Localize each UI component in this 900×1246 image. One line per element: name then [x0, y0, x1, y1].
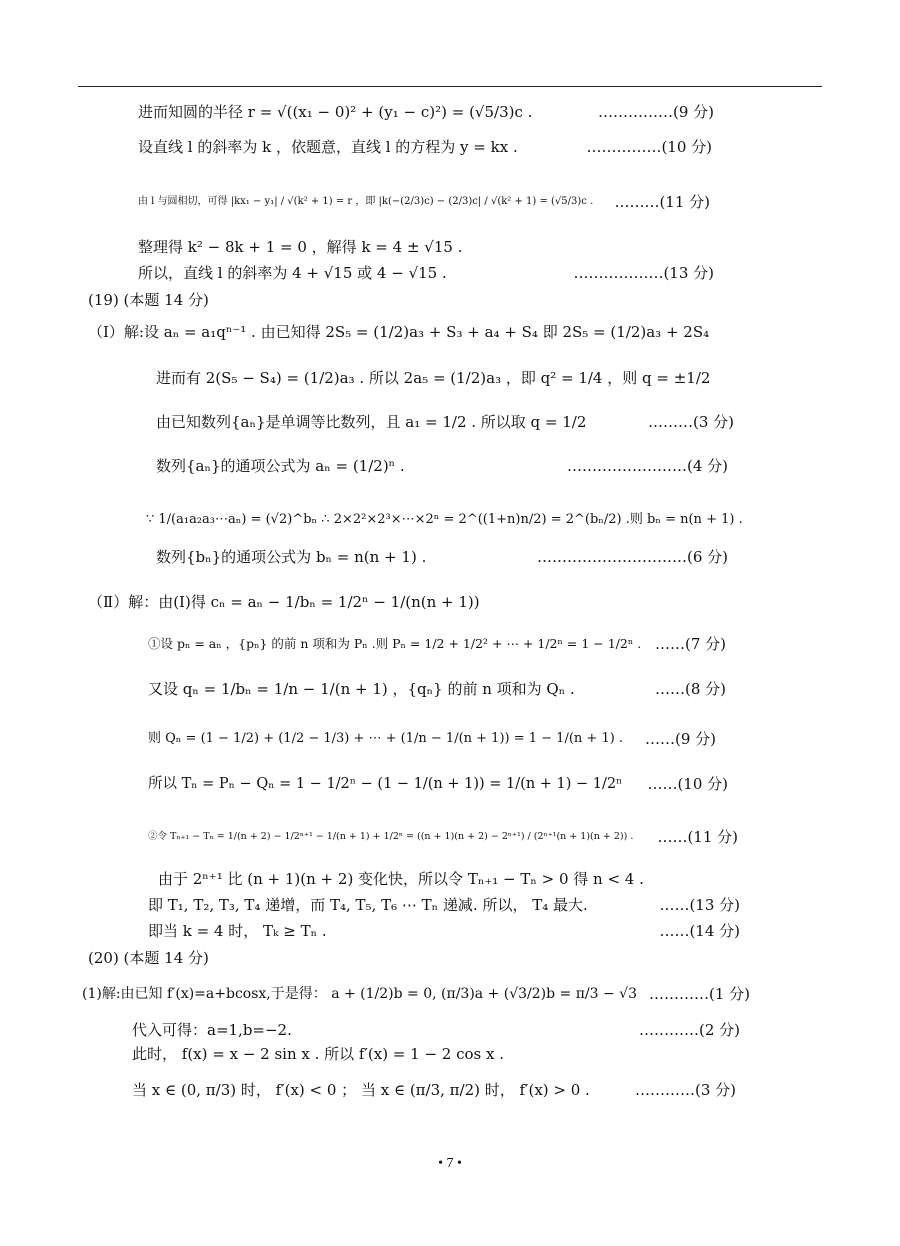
- score-marker: …………(2 分): [638, 1021, 740, 1039]
- score-marker: …………………………(6 分): [536, 548, 728, 566]
- line-text: 整理得 k² − 8k + 1 = 0 ，解得 k = 4 ± √15 .: [138, 238, 463, 256]
- line-text: ①设 pₙ = aₙ ，{pₙ} 的前 n 项和为 Pₙ .则 Pₙ = 1/2 + 1/2² + ⋯ + 1/2ⁿ = 1 − 1/2ⁿ .: [148, 636, 642, 651]
- line-text: （Ⅰ）解:设 aₙ = a₁qⁿ⁻¹ . 由已知得 2S₅ = (1/2)a₃ + S₃ + a₄ + S₄ 即 2S₅ = (1/2)a₃ + 2S₄: [88, 323, 710, 341]
- score-marker: ……(7 分): [654, 635, 726, 653]
- line-text: 由 l 与圆相切，可得 |kx₁ − y₁| / √(k² + 1) = r ，即 |k(−(2/3)c) − (2/3)c| / √(k² + 1) = (√5/3)c .: [138, 196, 594, 207]
- score-marker: ……(13 分): [659, 896, 740, 914]
- line-text: 则 Qₙ = (1 − 1/2) + (1/2 − 1/3) + ⋯ + (1/n − 1/(n + 1)) = 1 − 1/(n + 1) .: [148, 731, 624, 746]
- score-marker: ……………(10 分): [586, 138, 712, 156]
- line-text: ∵ 1/(a₁a₂a₃⋯aₙ) = (√2)^bₙ ∴ 2×2²×2³×⋯×2ⁿ = 2^((1+n)n/2) = 2^(bₙ/2) .则 bₙ = n(n + 1) .: [146, 512, 743, 527]
- score-marker: ………(3 分): [647, 413, 734, 431]
- line-text: 所以 Tₙ = Pₙ − Qₙ = 1 − 1/2ⁿ − (1 − 1/(n + 1)) = 1/(n + 1) − 1/2ⁿ: [148, 776, 623, 792]
- score-marker: ……(8 分): [654, 680, 726, 698]
- score-marker: ………………(13 分): [573, 264, 714, 282]
- line-text: 数列{aₙ}的通项公式为 aₙ = (1/2)ⁿ .: [156, 457, 405, 475]
- score-marker: ……(14 分): [659, 922, 740, 940]
- problem-heading: (19) (本题 14 分): [88, 291, 209, 309]
- score-marker: ……………………(4 分): [566, 457, 728, 475]
- line-text: 由于 2ⁿ⁺¹ 比 (n + 1)(n + 2) 变化快，所以令 Tₙ₊₁ − Tₙ > 0 得 n < 4 .: [158, 870, 644, 888]
- line-text: (1)解:由已知 f′(x)=a+bcosx,于是得： a + (1/2)b = 0, (π/3)a + (√3/2)b = π/3 − √3: [82, 986, 638, 1002]
- line-text: 即当 k = 4 时， Tₖ ≥ Tₙ .: [148, 922, 327, 940]
- line-text: 此时， f(x) = x − 2 sin x . 所以 f′(x) = 1 − 2 cos x .: [132, 1045, 504, 1063]
- page-number: • 7 •: [438, 1156, 462, 1171]
- line-text: 代入可得：a=1,b=−2.: [132, 1021, 292, 1039]
- line-text: 所以，直线 l 的斜率为 4 + √15 或 4 − √15 .: [138, 264, 447, 282]
- line-text: ②令 Tₙ₊₁ − Tₙ = 1/(n + 2) − 1/2ⁿ⁺¹ − 1/(n + 1) + 1/2ⁿ = ((n + 1)(n + 2) − 2ⁿ⁺¹) / (2ⁿ⁺¹(n + 1)(n + 2)) .: [148, 831, 634, 842]
- line-text: 当 x ∈ (0, π/3) 时， f′(x) < 0 ； 当 x ∈ (π/3, π/2) 时， f′(x) > 0 .: [132, 1081, 590, 1099]
- score-marker: ……(10 分): [647, 775, 728, 793]
- problem-heading: (20) (本题 14 分): [88, 949, 209, 967]
- line-text: 设直线 l 的斜率为 k ，依题意，直线 l 的方程为 y = kx .: [138, 138, 518, 156]
- line-text: 又设 qₙ = 1/bₙ = 1/n − 1/(n + 1) ，{qₙ} 的前 n 项和为 Qₙ .: [148, 680, 575, 698]
- line-text: 即 T₁, T₂, T₃, T₄ 递增，而 T₄, T₅, T₆ ⋯ Tₙ 递减. 所以， T₄ 最大.: [148, 896, 588, 914]
- score-marker: …………(3 分): [634, 1081, 736, 1099]
- score-marker: ………(11 分): [614, 193, 710, 211]
- line-text: 进而有 2(S₅ − S₄) = (1/2)a₃ . 所以 2a₅ = (1/2)a₃ ，即 q² = 1/4 ，则 q = ±1/2: [156, 369, 711, 387]
- line-text: 由已知数列{aₙ}是单调等比数列，且 a₁ = 1/2 . 所以取 q = 1/2: [156, 413, 587, 431]
- score-marker: …………(1 分): [648, 985, 750, 1003]
- header-rule: [78, 86, 822, 87]
- line-text: 数列{bₙ}的通项公式为 bₙ = n(n + 1) .: [156, 548, 427, 566]
- score-marker: ……(9 分): [644, 730, 716, 748]
- line-text: （Ⅱ）解：由(Ⅰ)得 cₙ = aₙ − 1/bₙ = 1/2ⁿ − 1/(n(n + 1)): [88, 593, 480, 611]
- score-marker: ……(11 分): [657, 828, 738, 846]
- score-marker: ……………(9 分): [597, 103, 714, 121]
- line-text: 进而知圆的半径 r = √((x₁ − 0)² + (y₁ − c)²) = (√5/3)c .: [138, 103, 533, 121]
